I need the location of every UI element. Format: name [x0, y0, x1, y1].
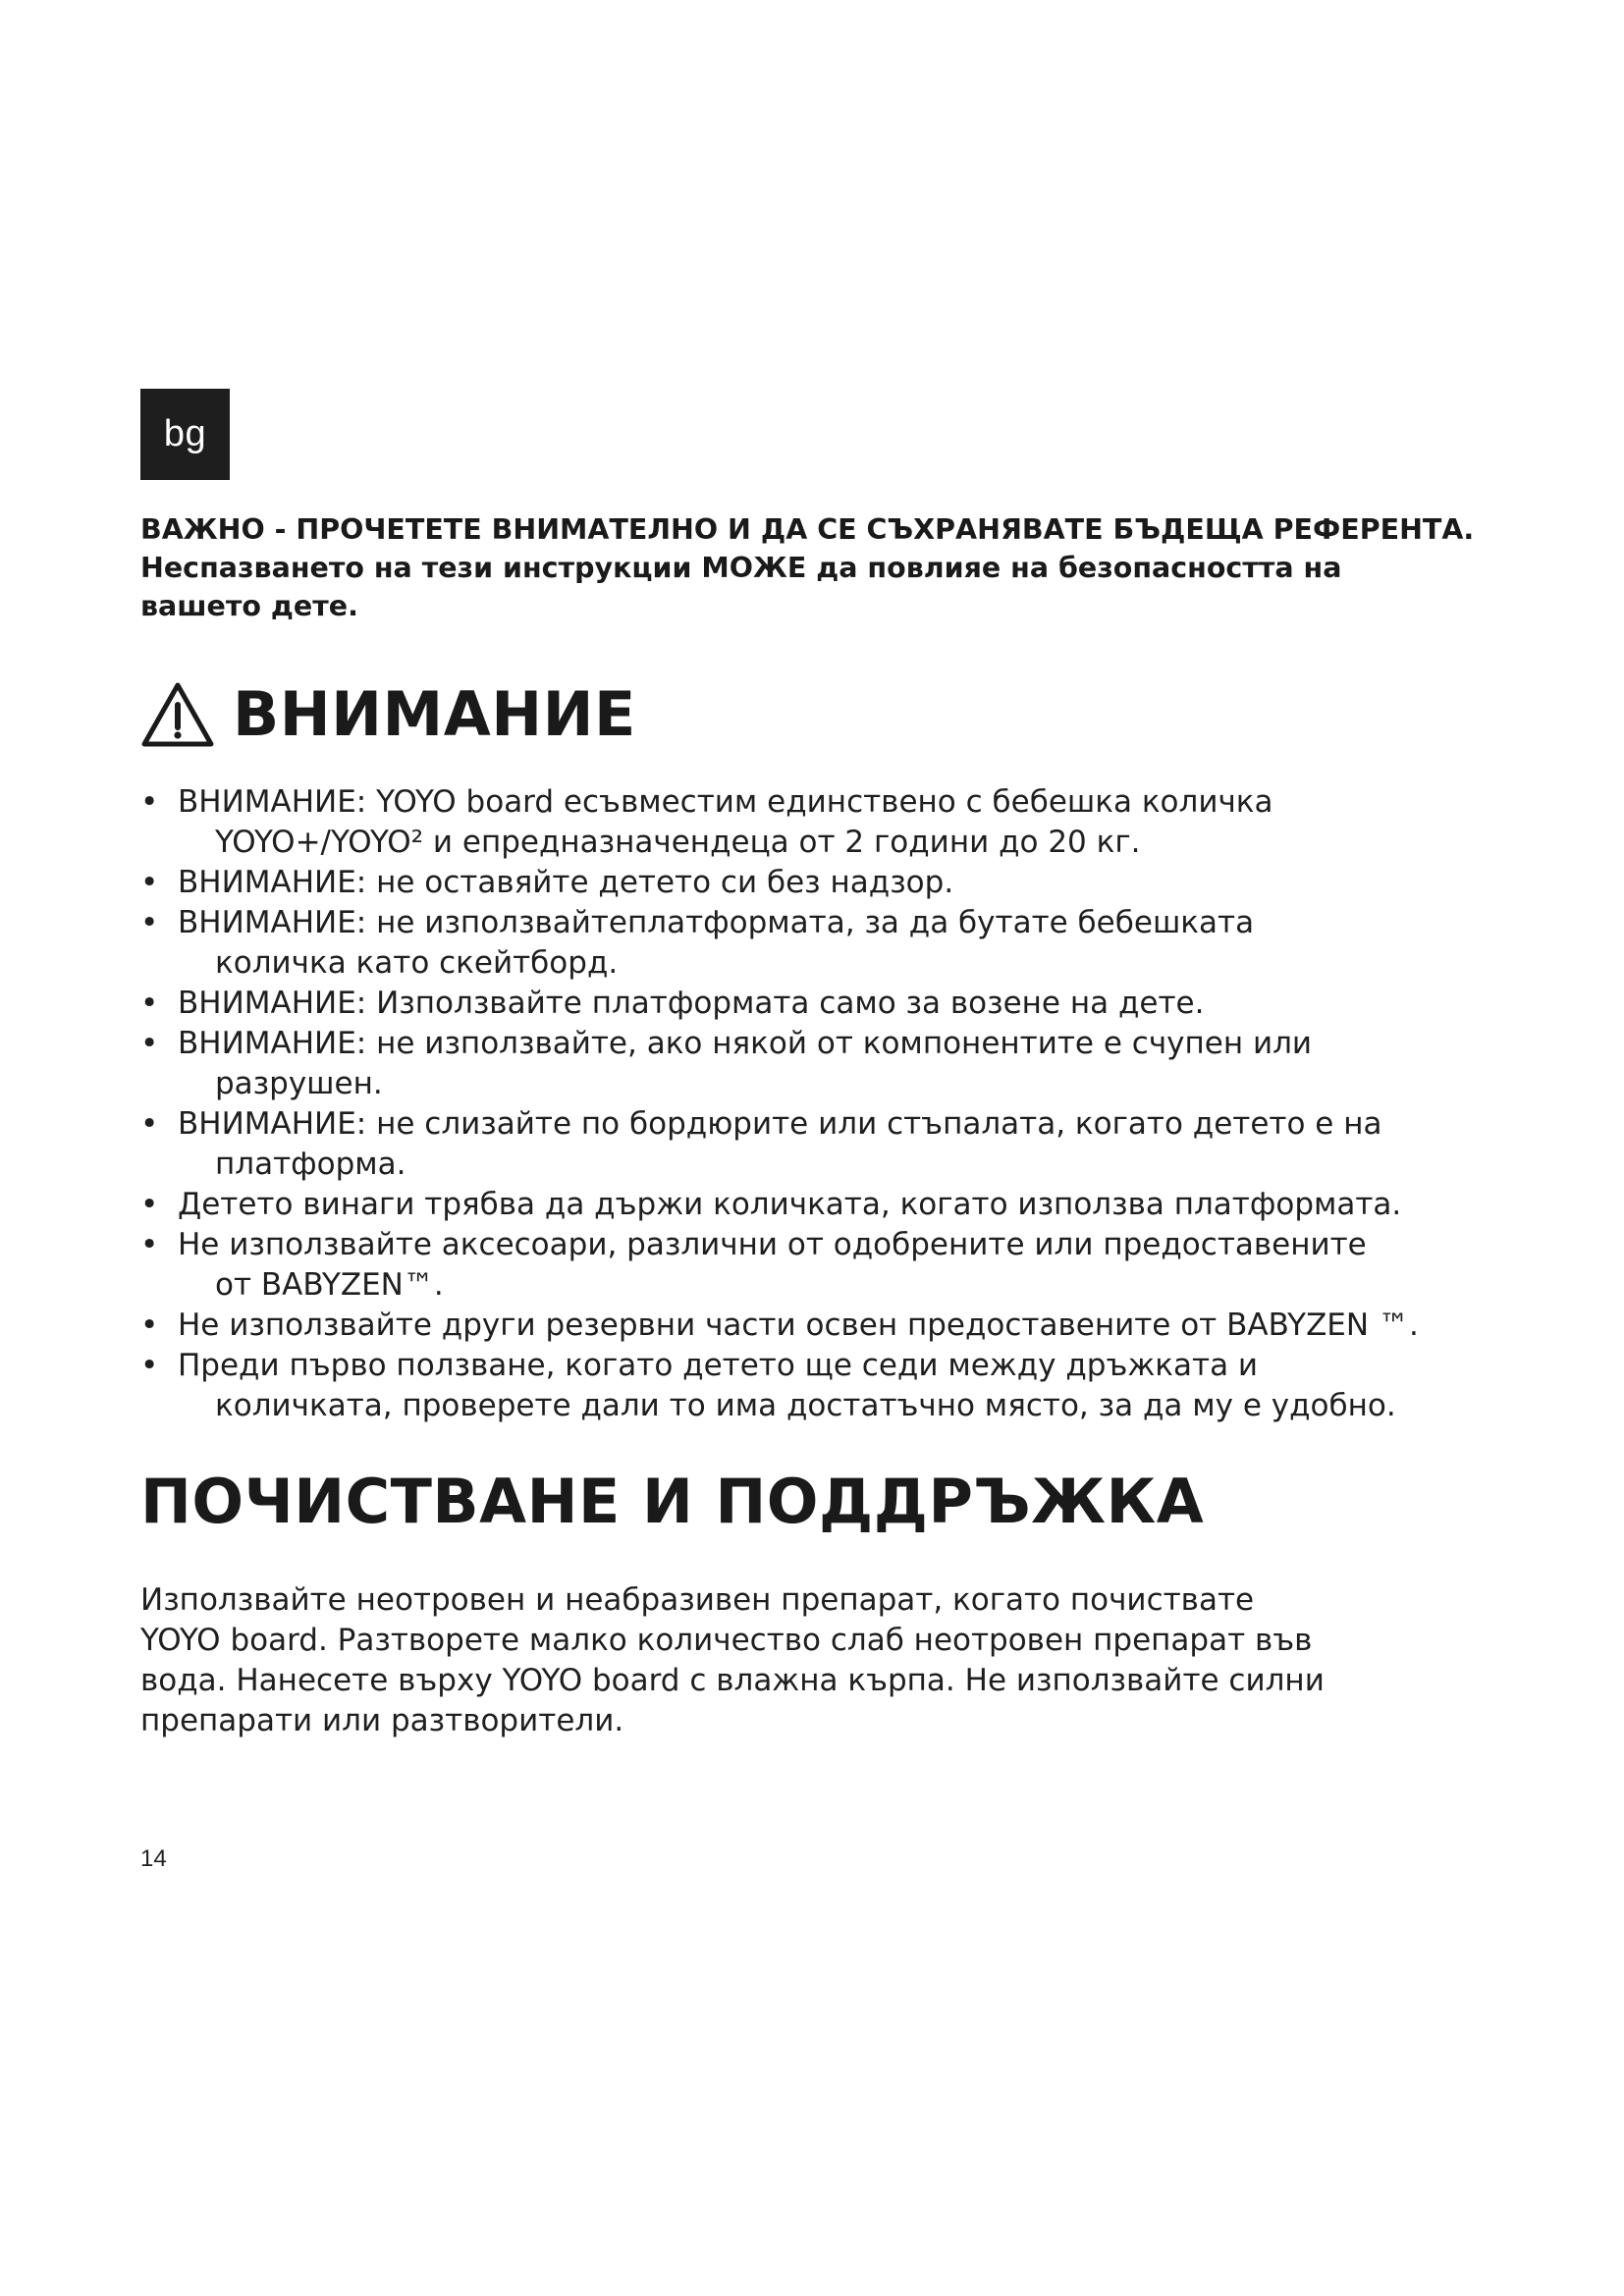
important-notice-line3: вашето дете. — [140, 590, 358, 622]
cleaning-paragraph — [140, 1580, 1446, 1741]
warning-item-text: ВНИМАНИЕ: не използвайтеплатформата, за да бутате бебешката — [178, 905, 1255, 940]
bullet-icon: • — [140, 784, 159, 820]
cleaning-title: ПОЧИСТВАНЕ И ПОДДРЪЖКА — [140, 1466, 1205, 1537]
warning-item-text: Преди първо ползване, когато детето ще седи между дръжката и — [178, 1348, 1259, 1383]
important-notice-line2: Неспазването на тези инструкции МОЖЕ да повлияе на безопасността на — [140, 552, 1342, 584]
bullet-icon: • — [140, 865, 159, 900]
language-badge — [140, 389, 230, 480]
list-item — [140, 1024, 1515, 1104]
warning-item-continuation: количка като скейтборд. — [215, 945, 619, 981]
warning-triangle-icon — [140, 680, 215, 749]
cleaning-line: YOYO board. Разтворете малко количество слаб неотровен препарат във — [140, 1623, 1313, 1658]
warning-title: ВНИМАНИЕ — [233, 678, 636, 750]
bullet-icon: • — [140, 1308, 159, 1343]
bullet-icon: • — [140, 1227, 159, 1262]
warning-item-text: ВНИМАНИЕ: не използвайте, ако някой от компонентите е счупен или — [178, 1026, 1313, 1061]
warning-item-continuation: платформа. — [215, 1147, 406, 1182]
bullet-icon: • — [140, 905, 159, 940]
list-item — [140, 903, 1515, 984]
list-item — [140, 1225, 1515, 1306]
cleaning-line: препарати или разтворители. — [140, 1703, 624, 1738]
bullet-icon: • — [140, 1348, 159, 1383]
list-item — [140, 1346, 1515, 1426]
cleaning-line: Използвайте неотровен и неабразивен препарат, когато почиствате — [140, 1582, 1255, 1618]
list-item — [140, 1306, 1515, 1346]
warning-item-text: Детето винаги трябва да държи количката, когато използва платформата. — [178, 1187, 1402, 1222]
list-item — [140, 1185, 1515, 1225]
bullet-icon: • — [140, 1106, 159, 1142]
warning-item-continuation: от BABYZEN™. — [215, 1267, 444, 1303]
page-number: 14 — [140, 1845, 167, 1872]
list-item — [140, 782, 1515, 863]
bullet-icon: • — [140, 1026, 159, 1061]
warning-item-text: ВНИМАНИЕ: не слизайте по бордюрите или стъпалата, когато детето е на — [178, 1106, 1382, 1142]
list-item — [140, 1104, 1515, 1185]
important-notice-line1: ВАЖНО - ПРОЧЕТЕТЕ ВНИМАТЕЛНО И ДА СЕ СЪХРАНЯВАТЕ БЪДЕЩА РЕФЕРЕНТА. — [140, 513, 1475, 546]
bullet-icon: • — [140, 986, 159, 1021]
bullet-icon: • — [140, 1187, 159, 1222]
warning-item-text: Не използвайте аксесоари, различни от одобрените или предоставените — [178, 1227, 1367, 1262]
warning-item-text: ВНИМАНИЕ: Използвайте платформата само за возене на дете. — [178, 986, 1205, 1021]
language-badge-label: bg — [163, 413, 207, 454]
list-item — [140, 863, 1515, 903]
important-notice — [140, 510, 1493, 625]
warning-item-continuation: YOYO+/YOYO² и епредназначендеца от 2 години до 20 кг. — [215, 825, 1141, 860]
cleaning-line: вода. Нанесете върху YOYO board с влажна кърпа. Не използвайте силни — [140, 1663, 1325, 1698]
warning-item-text: Не използвайте други резервни части освен предоставените от BABYZEN ™. — [178, 1308, 1419, 1343]
list-item — [140, 984, 1515, 1024]
warning-item-text: ВНИМАНИЕ: не оставяйте детето си без надзор. — [178, 865, 954, 900]
warning-heading — [140, 675, 636, 754]
warnings-list — [140, 782, 1515, 1426]
warning-item-continuation: количката, проверете дали то има достатъчно място, за да му е удобно. — [215, 1388, 1396, 1423]
warning-item-text: ВНИМАНИЕ: YOYO board есъвместим единствено с бебешка количка — [178, 784, 1273, 820]
warning-item-continuation: разрушен. — [215, 1066, 383, 1101]
